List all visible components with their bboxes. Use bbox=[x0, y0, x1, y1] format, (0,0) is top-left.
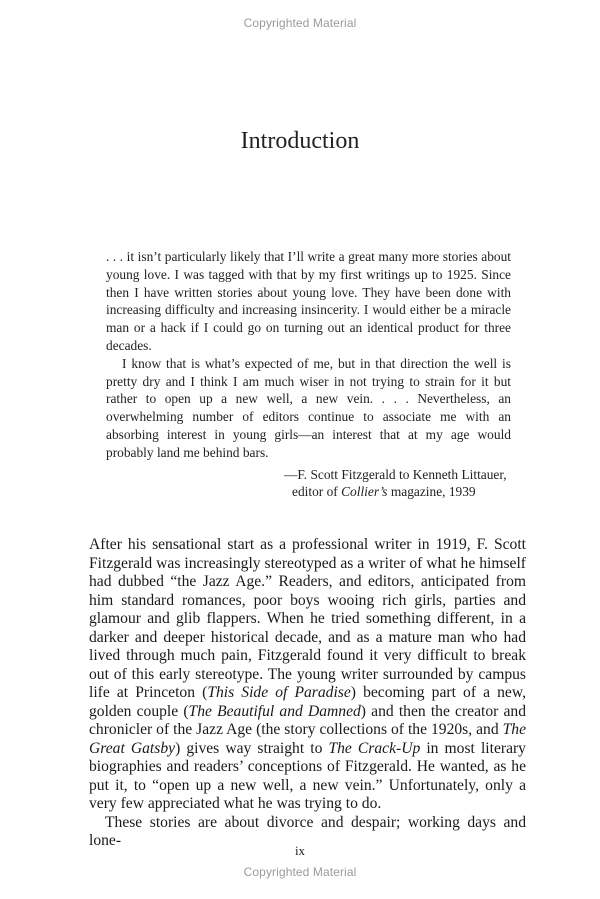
book-title-beautiful-and-damned: The Beautiful and Damned bbox=[188, 702, 361, 720]
body-text bbox=[89, 536, 526, 851]
attribution-line-1: —F. Scott Fitzgerald to Kenneth Littauer, bbox=[284, 466, 507, 482]
body-paragraph-1: After his sensational start as a professional writer in 1919, F. Scott Fitzgerald was increasingly stereotyped as a writer of what he himself had dubbed “the Jazz Age.” Readers, and editors, anticipated from him standard romances, poor boys wooing rich girls, parties and glamour and glib flappers. When he tried something different, in a darker and deeper historical decade, and as a mature man who had lived through much pain, Fitzgerald found it very difficult to break out of this early stereotype. The young writer surrounded by campus life at Princeton (This Side of Paradise) becoming part of a new, golden couple (The Beautiful and Damned) and then the creator and chronicler of the Jazz Age (the story collections of the 1920s, and The Great Gatsby) gives way straight to The Crack-Up in most literary biographies and readers’ conceptions of Fitzgerald. He wanted, as he put it, to “open up a new well, a new vein.” Unfortunately, only a very few appreciated what he was trying to do. bbox=[89, 536, 526, 812]
chapter-title: Introduction bbox=[240, 128, 360, 154]
copyright-watermark-top: Copyrighted Material bbox=[243, 16, 357, 30]
copyright-watermark-bottom: Copyrighted Material bbox=[243, 865, 357, 879]
epigraph-paragraph-1: . . . it isn’t particularly likely that I’ll write a great many more stories about young love. I was tagged with that by my first writings up to 1925. Since then I have written stories about young love. They have been done with increasing difficulty and increasing insincerity. I would either be a miracle man or a hack if I could go on turning out an identical product for three decades. bbox=[106, 249, 511, 353]
page-number: ix bbox=[294, 843, 306, 858]
epigraph-paragraph-2: I know that is what’s expected of me, but in that direction the well is pretty dry and I think I am much wiser in not trying to strain for it but rather to open up a new well, a new vein. . . . Nevertheless, an overwhelming number of editors continue to associate me with an absorbing interest in young girls—an interest that at my age would probably land me behind bars. bbox=[106, 355, 511, 460]
attribution-line-2: editor of Collier’s magazine, 1939 bbox=[292, 484, 476, 500]
book-title-crack-up: The Crack-Up bbox=[328, 739, 421, 757]
body-paragraph-2: These stories are about divorce and despair; working days and lone- bbox=[89, 813, 526, 849]
book-title-this-side-of-paradise: This Side of Paradise bbox=[207, 684, 351, 701]
epigraph bbox=[106, 248, 511, 501]
book-title-great-gatsby: The Great Gatsby bbox=[89, 721, 526, 757]
epigraph-attribution bbox=[106, 466, 511, 502]
magazine-title: Collier’s bbox=[341, 484, 388, 500]
